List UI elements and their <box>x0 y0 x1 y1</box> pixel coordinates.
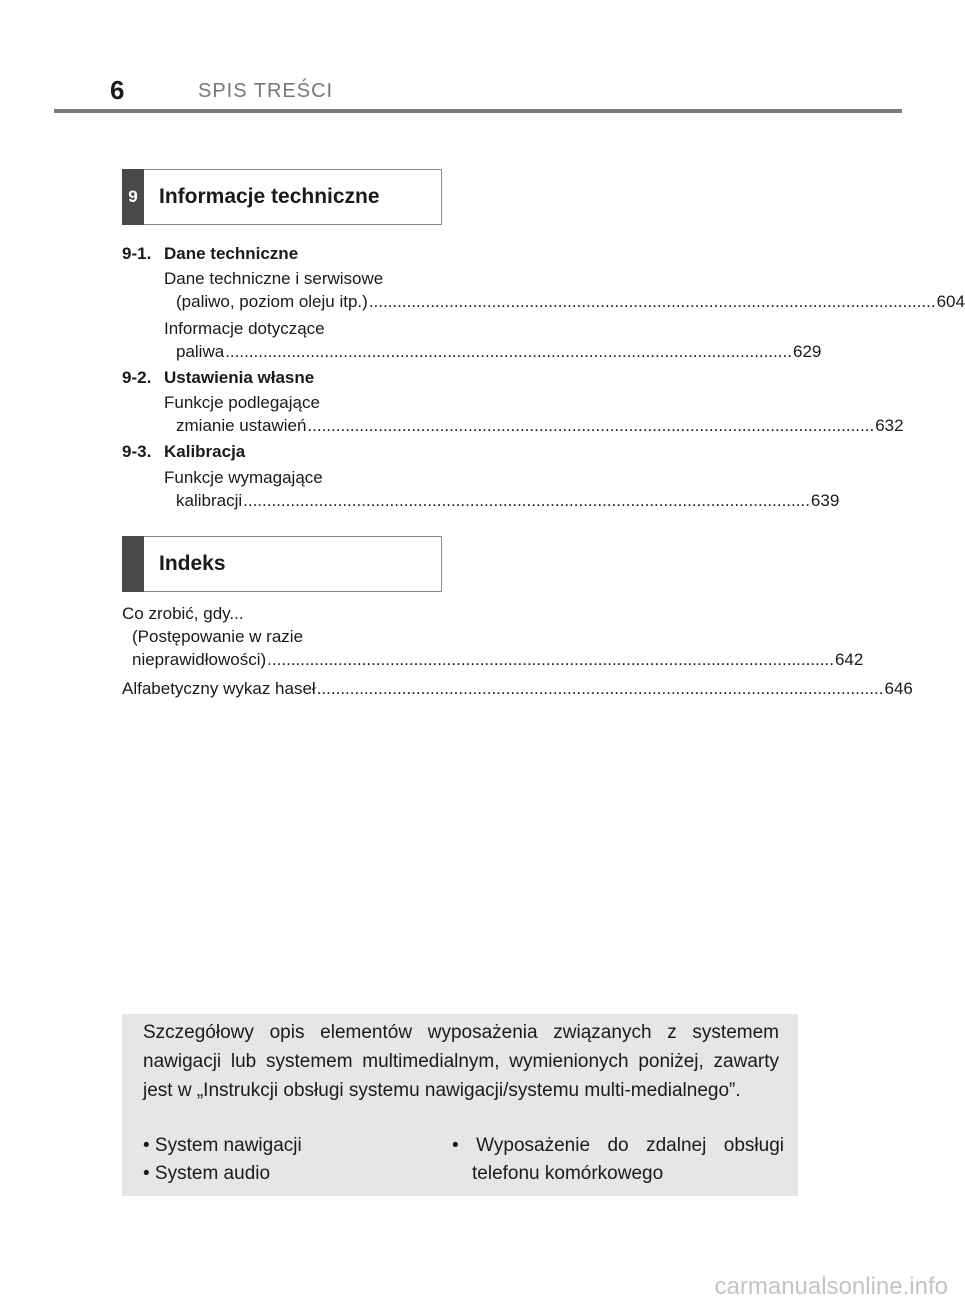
toc-group-number: 9-2. <box>122 368 152 387</box>
toc-group-heading <box>122 366 314 389</box>
bullet-phone <box>452 1132 784 1188</box>
header-rule <box>54 109 902 113</box>
toc-entry[interactable] <box>164 267 965 313</box>
bullet-audio: • System audio <box>143 1163 271 1184</box>
toc-entry-title-cont: (paliwo, poziom oleju itp.) <box>176 292 368 311</box>
toc-group-title: Dane techniczne <box>164 244 299 263</box>
toc-page-number: 632 <box>875 416 904 435</box>
toc-entry-title: Funkcje wymagające <box>164 468 323 487</box>
toc-entry-title-cont: paliwa <box>176 342 225 361</box>
toc-entry-title-cont: nieprawidłowości) <box>132 650 267 669</box>
toc-page-number: 646 <box>884 679 913 698</box>
section-title: Informacje techniczne <box>159 185 380 208</box>
note-text: Szczegółowy opis elementów wyposażenia związanych z systemem nawigacji lub systemem multimedialnym, wymienionych poniżej, zawarty jest w „Instrukcji obsługi systemu nawigacji/systemu multi-medialnego”. <box>143 1022 779 1101</box>
toc-entry[interactable] <box>122 602 864 671</box>
info-note-box <box>122 1014 798 1196</box>
section-number-tab: 9 <box>122 169 144 225</box>
section-title: Indeks <box>159 552 226 575</box>
toc-page-number: 642 <box>834 650 864 669</box>
leader-dots: ........................................................................................................................ <box>243 491 810 510</box>
toc-entry-title-cont: kalibracji <box>176 491 243 510</box>
toc-entry-title: Dane techniczne i serwisowe <box>164 269 384 288</box>
toc-entry[interactable] <box>164 317 822 363</box>
toc-entry-title: Informacje dotyczące <box>164 319 325 338</box>
leader-dots: ........................................................................................................................ <box>307 416 875 435</box>
toc-group-heading <box>122 440 245 463</box>
leader-dots: ........................................................................................................................ <box>225 342 792 361</box>
section-tab <box>122 536 144 592</box>
leader-dots: ........................................................................................................................ <box>316 679 884 698</box>
toc-group-title: Kalibracja <box>164 442 246 461</box>
section-box-technical <box>122 169 442 225</box>
toc-page-number: 604 <box>936 292 965 311</box>
toc-group-title: Ustawienia własne <box>164 368 315 387</box>
page-number: 6 <box>110 75 125 105</box>
toc-entry-title: Co zrobić, gdy... <box>122 604 244 623</box>
toc-page-number: 629 <box>792 342 822 361</box>
bullet-navigation: • System nawigacji <box>143 1135 302 1156</box>
leader-dots: ........................................................................................................................ <box>267 650 834 669</box>
toc-page-number: 639 <box>810 491 840 510</box>
running-title: SPIS TREŚCI <box>198 80 334 102</box>
toc-group-number: 9-1. <box>122 244 152 263</box>
toc-entry-title-cont: (Postępowanie w razie <box>132 627 304 646</box>
toc-group-number: 9-3. <box>122 442 152 461</box>
toc-entry-title: Funkcje podlegające <box>164 393 320 412</box>
toc-entry[interactable] <box>164 391 904 437</box>
toc-entry-title-cont: zmianie ustawień <box>176 416 307 435</box>
toc-group-heading <box>122 242 298 265</box>
toc-entry[interactable] <box>122 677 913 700</box>
leader-dots: ........................................................................................................................ <box>368 292 936 311</box>
bullet-phone-line2: telefonu komórkowego <box>472 1163 664 1184</box>
bullet-phone-line1: • Wyposażenie do zdalnej obsługi <box>452 1135 784 1156</box>
toc-entry-title: Alfabetyczny wykaz haseł <box>122 679 316 698</box>
section-box-index <box>122 536 442 592</box>
toc-entry[interactable] <box>164 466 840 512</box>
watermark: carmanualsonline.info <box>714 1273 948 1300</box>
